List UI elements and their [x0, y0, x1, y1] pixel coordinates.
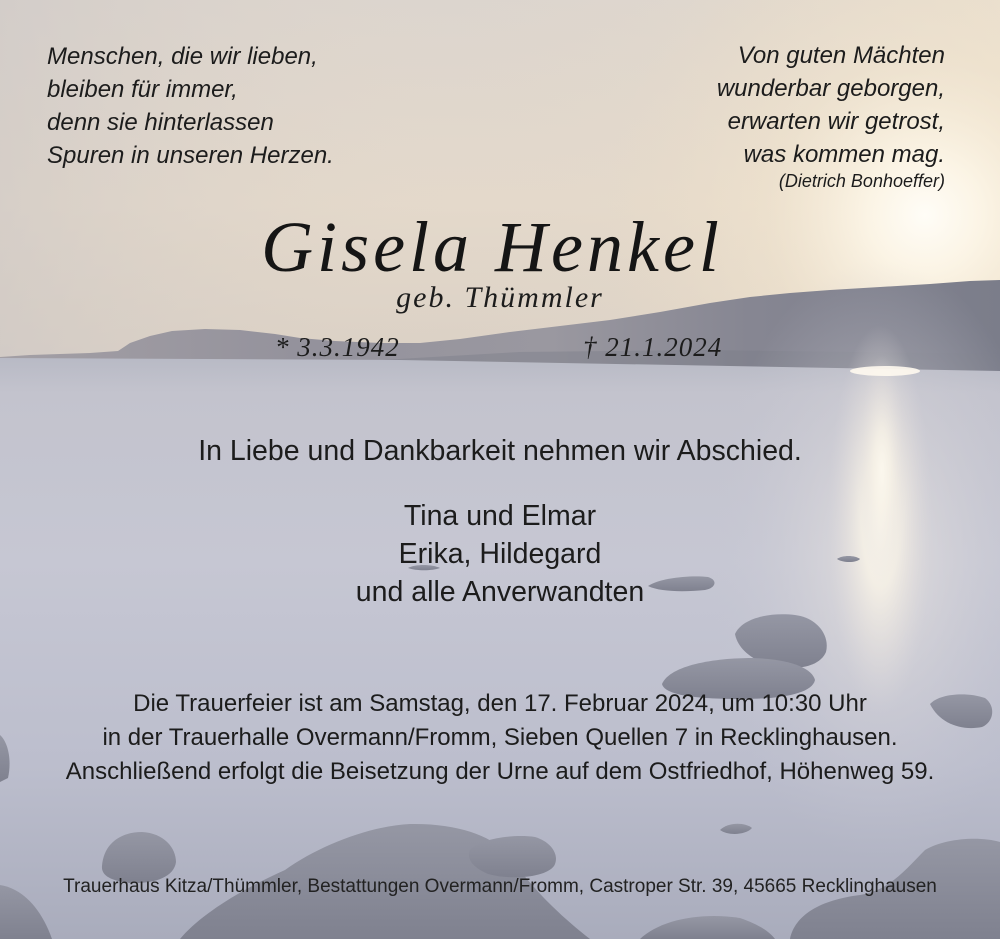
mourner-line: und alle Anverwandten	[355, 576, 645, 608]
ceremony-line: Anschließend erfolgt die Beisetzung der Urne auf dem Ostfriedhof, Höhenweg 59.	[65, 758, 935, 785]
birth-name: geb. Thümmler	[396, 281, 604, 314]
mourner-line: Erika, Hildegard	[398, 538, 602, 570]
quote-attribution: (Dietrich Bonhoeffer)	[778, 171, 945, 191]
death-date: † 21.1.2024	[583, 332, 723, 362]
deceased-name: Gisela Henkel	[261, 207, 723, 287]
quote-right-line: wunderbar geborgen,	[716, 75, 945, 102]
quote-right-line: Von guten Mächten	[737, 42, 945, 69]
mourners-list	[0, 497, 1000, 611]
undertaker-footer: Trauerhaus Kitza/Thümmler, Bestattungen Overmann/Fromm, Castroper Str. 39, 45665 Recklinghausen	[63, 876, 937, 897]
quote-left-line: denn sie hinterlassen	[47, 109, 274, 136]
birth-date: * 3.3.1942	[275, 332, 400, 362]
quote-left-line: bleiben für immer,	[47, 76, 238, 103]
farewell-text: In Liebe und Dankbarkeit nehmen wir Abschied.	[198, 435, 802, 467]
horizon-sparkle	[850, 366, 920, 376]
ceremony-line: in der Trauerhalle Overmann/Fromm, Sieben Quellen 7 in Recklinghausen.	[102, 724, 898, 751]
ceremony-line: Die Trauerfeier ist am Samstag, den 17. Februar 2024, um 10:30 Uhr	[133, 690, 867, 717]
quote-left	[47, 40, 334, 172]
quote-left-line: Spuren in unseren Herzen.	[47, 142, 334, 169]
quote-right-line: was kommen mag.	[743, 141, 945, 168]
quote-left-line: Menschen, die wir lieben,	[47, 43, 318, 70]
quote-right	[717, 39, 945, 194]
ceremony-details	[0, 687, 1000, 789]
quote-right-line: erwarten wir getrost,	[727, 108, 945, 135]
mourner-line: Tina und Elmar	[403, 500, 597, 532]
